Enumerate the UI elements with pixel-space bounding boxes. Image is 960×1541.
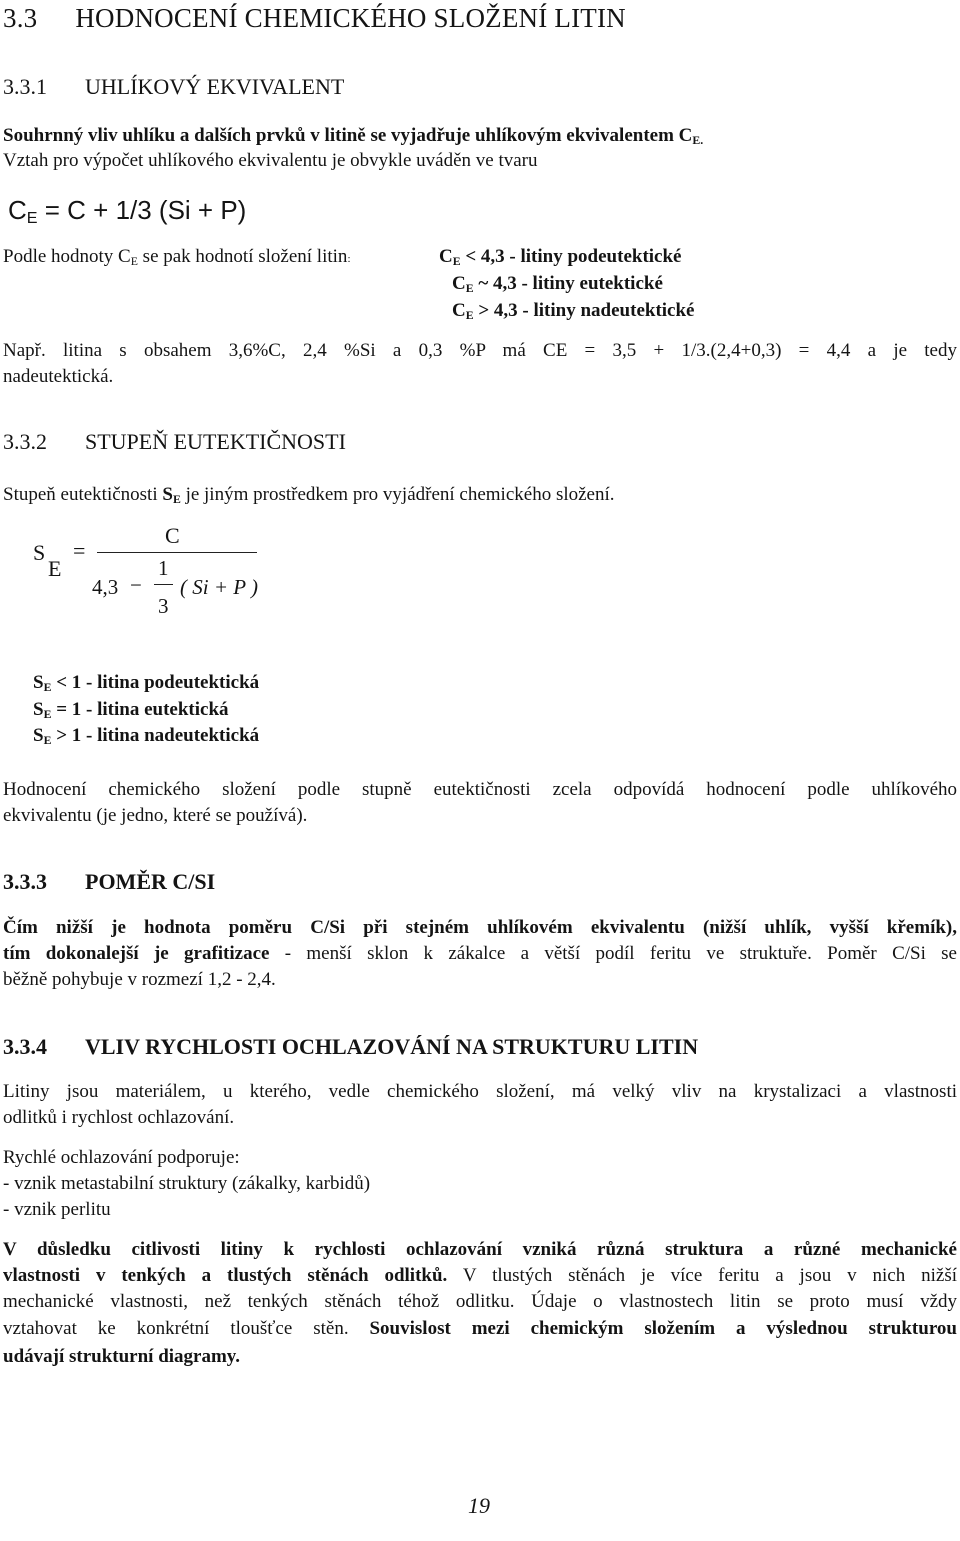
section-332-heading [3, 429, 346, 455]
ce-case-3-c: C [452, 300, 466, 321]
s331-intro-bold [3, 125, 703, 147]
ce-eval-lead-pre: Podle hodnoty C [3, 246, 131, 267]
se-formula-minus: − [130, 573, 142, 597]
s334-p3-line3: mechanické vlastnosti, než tenkých stěnách téhož odlitku. Údaje o vlastnostech litin se proto musí vždy [3, 1291, 957, 1312]
s331-intro2: Vztah pro výpočet uhlíkového ekvivalentu je obvykle uváděn ve tvaru [3, 150, 538, 171]
s334-p3-line4-rest: vztahovat ke konkrétní tloušťce stěn. [3, 1318, 370, 1339]
main-heading [3, 3, 626, 34]
s333-line1: Čím nižší je hodnota poměru C/Si při stejném uhlíkovém ekvivalentu (nižší uhlík, vyšší křemík), [3, 917, 957, 938]
s334-p3-line1: V důsledku citlivosti litiny k rychlosti ochlazování vzniká různá struktura a různé mechanické [3, 1239, 957, 1260]
se-formula-main-bar [97, 552, 257, 553]
se-intro-sub: E [172, 492, 181, 506]
se-case-1-text: < 1 - litina podeutektická [51, 672, 260, 693]
ce-formula [8, 195, 246, 226]
se-case-2-s: S [33, 699, 44, 720]
main-heading-title: HODNOCENÍ CHEMICKÉHO SLOŽENÍ LITIN [75, 3, 626, 33]
ce-case-1-sub: E [452, 254, 461, 268]
se-formula-numerator: C [165, 523, 180, 548]
ce-case-2-sub: E [465, 281, 474, 295]
se-formula-frac-den: 3 [158, 594, 169, 618]
se-formula-paren: ( Si + P ) [180, 575, 258, 599]
se-conclusion-line1: Hodnocení chemického složení podle stupně eutektičnosti zcela odpovídá hodnocení podle uhlíkového [3, 779, 957, 800]
se-formula-equals: = [73, 538, 86, 563]
se-case-1 [33, 672, 259, 694]
s334-p3-line4-bold: Souvislost mezi chemickým složením a výslednou strukturou [369, 1318, 957, 1339]
section-333-title: POMĚR C/SI [85, 869, 216, 894]
s334-p2-item-1: - vznik metastabilní struktury (zákalky, karbidů) [3, 1173, 371, 1194]
section-334-heading [3, 1034, 698, 1060]
se-case-2-text: = 1 - litina eutektická [51, 699, 229, 720]
section-331-number: 3.3.1 [3, 74, 47, 99]
ce-case-1 [439, 246, 681, 268]
section-332-number: 3.3.2 [3, 429, 47, 454]
se-case-3 [33, 725, 259, 747]
se-case-3-sub: E [43, 733, 52, 747]
ce-case-3 [452, 300, 694, 322]
section-333-number: 3.3.3 [3, 869, 47, 894]
se-formula-lhs-e: E [48, 556, 62, 581]
ce-case-2-c: C [452, 273, 466, 294]
se-case-3-text: > 1 - litina nadeutektická [51, 725, 260, 746]
ce-case-1-c: C [439, 246, 453, 267]
se-case-2 [33, 699, 229, 721]
ce-case-2-text: ~ 4,3 - litiny eutektické [473, 273, 663, 294]
ce-example-line1: Např. litina s obsahem 3,6%C, 2,4 %Si a 0,3 %P má CE = 3,5 + 1/3.(2,4+0,3) = 4,4 a je tedy [3, 340, 957, 361]
ce-eval-lead-colon: : [347, 253, 351, 265]
ce-case-3-sub: E [465, 308, 474, 322]
s334-p3-line2 [3, 1265, 957, 1287]
se-case-2-sub: E [43, 707, 52, 721]
ce-eval-lead [3, 246, 351, 268]
ce-example-line2: nadeutektická. [3, 366, 114, 387]
s334-p1-line1: Litiny jsou materiálem, u kterého, vedle chemického složení, má velký vliv na krystalizaci a vlastnosti [3, 1081, 957, 1102]
section-331-heading [3, 74, 344, 100]
s333-line2 [3, 943, 957, 965]
se-intro-post: je jiným prostředkem pro vyjádření chemického složení. [180, 484, 615, 505]
se-intro-pre: Stupeň eutektičnosti [3, 484, 163, 505]
s331-intro-bold-sub: E. [692, 133, 704, 147]
se-intro-s: S [162, 484, 173, 505]
se-case-3-s: S [33, 725, 44, 746]
ce-formula-rest: = C + 1/3 (Si + P) [37, 195, 247, 225]
se-conclusion-line2: ekvivalentu (je jedno, které se používá). [3, 805, 308, 826]
section-331-title: UHLÍKOVÝ EKVIVALENT [85, 74, 345, 99]
section-332-title: STUPEŇ EUTEKTIČNOSTI [85, 429, 346, 454]
s334-p3-line5: udávají strukturní diagramy. [3, 1346, 241, 1367]
ce-case-1-text: < 4,3 - litiny podeutektické [460, 246, 682, 267]
ce-eval-lead-post: se pak hodnotí složení litin [137, 246, 348, 267]
s334-p2-item-2: - vznik perlitu [3, 1199, 111, 1220]
s334-p1-line2: odlitků i rychlost ochlazování. [3, 1107, 235, 1128]
section-334-title: VLIV RYCHLOSTI OCHLAZOVÁNÍ NA STRUKTURU LITIN [85, 1034, 699, 1059]
se-case-1-sub: E [43, 680, 52, 694]
s333-line2-rest: - menší sklon k zákalce a větší podíl feritu ve struktuře. Poměr C/Si se [269, 943, 957, 964]
page-number: 19 [468, 1493, 490, 1518]
se-formula-frac-bar [154, 584, 173, 585]
s333-line3: běžně pohybuje v rozmezí 1,2 - 2,4. [3, 969, 276, 990]
ce-formula-sub: E [26, 209, 38, 228]
se-formula-lhs-s: S [33, 540, 46, 565]
s334-p3-line2-bold: vlastnosti v tenkých a tlustých stěnách odlitků. [3, 1265, 448, 1286]
se-formula-frac-num: 1 [158, 556, 169, 580]
s333-line2-bold: tím dokonalejší je grafitizace [3, 943, 270, 964]
s334-p2-lead: Rychlé ochlazování podporuje: [3, 1147, 240, 1168]
s334-p3-line4 [3, 1318, 957, 1340]
s331-intro-bold-text: Souhrnný vliv uhlíku a dalších prvků v litině se vyjadřuje uhlíkovým ekvivalentem C [3, 125, 693, 146]
ce-formula-c: C [8, 195, 27, 225]
se-case-1-s: S [33, 672, 44, 693]
ce-case-2 [452, 273, 663, 295]
se-intro [3, 484, 615, 506]
ce-eval-lead-sub: E [130, 254, 138, 268]
section-333-heading [3, 869, 215, 895]
se-formula-den-a: 4,3 [92, 575, 119, 599]
main-heading-number: 3.3 [3, 3, 38, 33]
s334-p3-line2-rest: V tlustých stěnách je více feritu a jsou v nich nižší [447, 1265, 957, 1286]
section-334-number: 3.3.4 [3, 1034, 47, 1059]
ce-case-3-text: > 4,3 - litiny nadeutektické [473, 300, 695, 321]
